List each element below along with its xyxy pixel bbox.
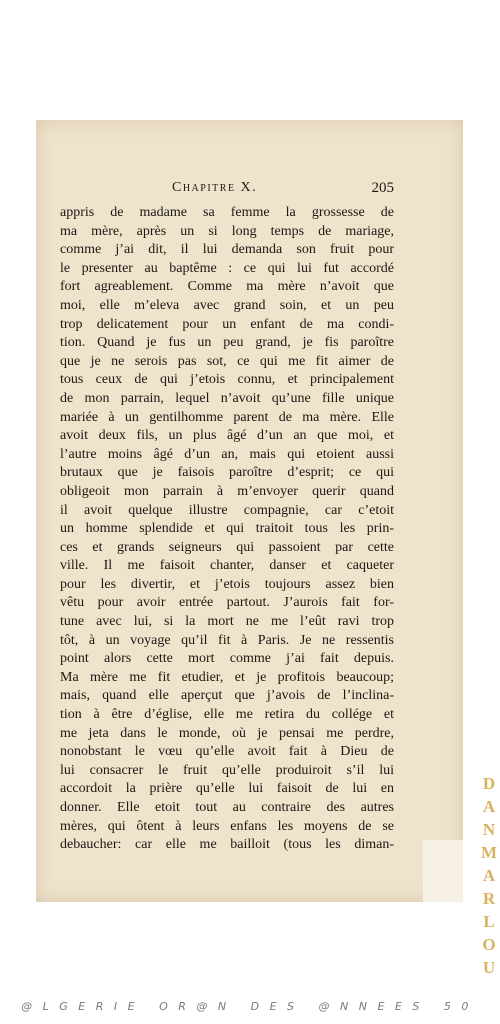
text-line: tune avec lui, si la mort ne me l’eût ravi trop	[60, 614, 394, 630]
text-line: il avoit quelque illustre compagnie, car c’etoit	[60, 502, 394, 518]
text-line: tous ceux de qui j’etois connu, et principalement	[60, 372, 394, 388]
text-line: ville. Il me faisoit chanter, danser et caqueter	[60, 558, 394, 574]
text-line: comme j’ai dit, il lui demanda son fruit pour	[60, 242, 394, 258]
text-line: point alors cette mort comme j’ai fait depuis.	[60, 651, 394, 667]
watermark-letter: A	[482, 866, 496, 885]
text-line: mères, qui ôtent à leurs enfans les moyens de se	[60, 818, 394, 834]
watermark-letter: U	[482, 958, 496, 977]
text-line: un homme splendide et qui traitoit tous les prin-	[60, 521, 394, 537]
text-line: mariée à un gentilhomme parent de ma mère. Elle	[60, 409, 394, 425]
text-line: le presenter au baptême : ce qui lui fut accordé	[60, 260, 394, 276]
page-torn-edge	[423, 840, 463, 902]
watermark-letter: L	[483, 912, 495, 931]
page-number: 205	[371, 180, 394, 196]
text-line: pour les divertir, et j’etois toujours assez bien	[60, 576, 394, 592]
text-line: que je ne serois pas sot, ce qui me fit aimer de	[60, 353, 394, 369]
body-text	[60, 204, 394, 855]
text-line: moi, elle m’eleva avec grand soin, et un peu	[60, 297, 394, 313]
watermark-letter: N	[482, 820, 496, 839]
text-line: tion à être d’église, elle me retira du collége et	[60, 707, 394, 723]
watermark-vertical	[478, 772, 500, 979]
text-line: ma mère, après un si long temps de mariage,	[60, 223, 394, 239]
text-line: de mon parrain, lequel n’avoit qu’une fille unique	[60, 390, 394, 406]
watermark-letter: R	[482, 889, 496, 908]
text-line: appris de madame sa femme la grossesse de	[60, 205, 394, 220]
watermark-letter: M	[480, 843, 498, 862]
watermark-letter: O	[482, 935, 496, 954]
text-line: mais, quand elle aperçut que j’avois de l’inclina-	[60, 688, 394, 704]
watermark-bottom: @LGERIE OR@N DES @NNEES 50	[21, 1000, 479, 1013]
running-header	[60, 180, 394, 200]
text-line: vêtu pour avoir entrée partout. J’aurois fait for-	[60, 595, 394, 611]
text-line: tôt, à un voyage qu’il fit à Paris. Je ne ressentis	[60, 632, 394, 648]
text-line: donner. Elle etoit tout au contraire des autres	[60, 800, 394, 815]
text-line: debaucher: car elle me bailloit (tous les diman-	[60, 837, 394, 853]
text-line: l’autre moins âgé d’un an, mais qui etoient aussi	[60, 446, 394, 462]
text-line: me jeta dans le monde, où je pensai me perdre,	[60, 725, 394, 741]
chapter-title: Chapitre X.	[172, 180, 258, 195]
text-line: brutaux que je faisois paroître d’esprit; ce qui	[60, 465, 394, 481]
text-line: accordoit la prière qu’elle lui faisoit de lui en	[60, 781, 394, 797]
text-line: ces et grands seigneurs qui passoient par cette	[60, 539, 394, 555]
text-line: avoit deux fils, un plus âgé d’un an que moi, et	[60, 428, 394, 444]
text-line: trop delicatement pour un enfant de ma condi-	[60, 316, 394, 332]
text-line: obligeoit mon parrain à m’envoyer querir quand	[60, 483, 394, 499]
watermark-letter: D	[482, 774, 496, 793]
text-line: nonobstant le vœu qu’elle avoit fait à Dieu de	[60, 744, 394, 760]
text-line: tion. Quand je fus un peu grand, je fis paroître	[60, 335, 394, 351]
watermark-letter: A	[482, 797, 496, 816]
text-line: lui consacrer le fruit qu’elle produiroit s’il lui	[60, 762, 394, 778]
text-line: fort agreablement. Comme ma mère n’avoit que	[60, 279, 394, 295]
text-line: Ma mère me fit etudier, et je profitois beaucoup;	[60, 669, 394, 685]
